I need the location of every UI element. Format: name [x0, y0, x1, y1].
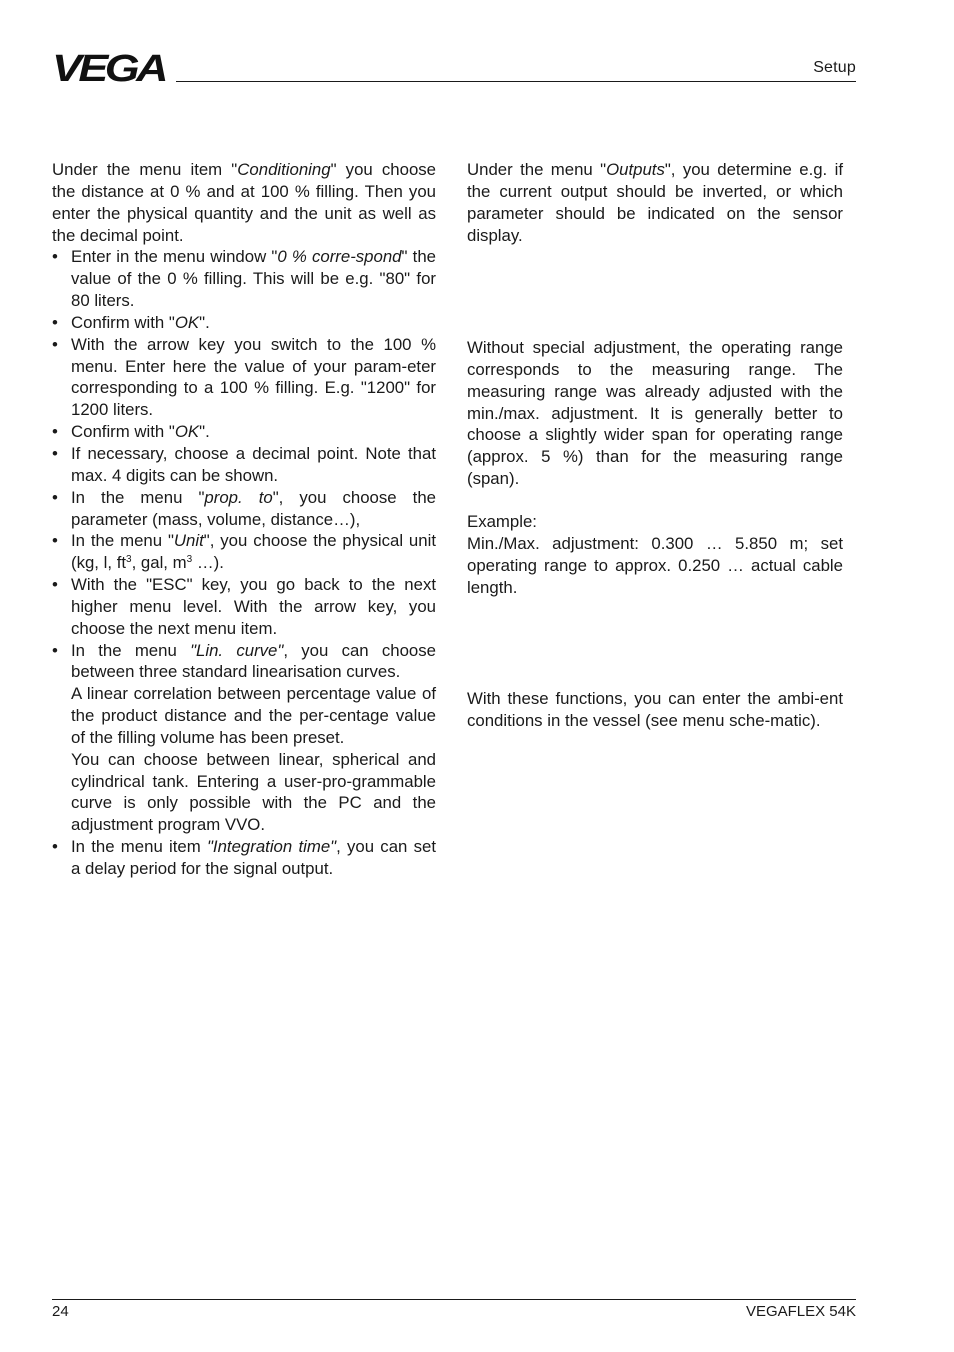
bullet-icon: •	[52, 487, 58, 507]
conditioning-intro: Under the menu item "Conditioning" you choose the distance at 0 % and at 100 % filling. Then you enter the physical quantity and the unit as well as the decimal point.	[52, 160, 437, 245]
list-item: • If necessary, choose a decimal point. Note that max. 4 digits can be shown.	[52, 443, 436, 485]
list-item-integration-time: • In the menu item "Integration time", you can set a delay period for the signal output.	[52, 837, 436, 878]
page-number: 24	[52, 1303, 69, 1320]
list-item: • Enter in the menu window "0 % corre-spond" the value of the 0 % filling. This will be e.g. "80" for 80 liters.	[52, 247, 437, 311]
left-column	[52, 159, 436, 880]
header-rule	[176, 81, 856, 82]
bullet-icon: •	[52, 575, 58, 595]
bullet-icon: •	[52, 531, 58, 551]
bullet-icon: •	[52, 334, 58, 354]
footer-rule	[52, 1299, 856, 1300]
list-item: • With the arrow key you switch to the 100 % menu. Enter here the value of your param-eter corresponding to a 100 % filling. E.g. "1200" for 1200 liters.	[52, 334, 436, 420]
bullet-icon: •	[52, 312, 58, 332]
bullet-icon: •	[52, 247, 58, 267]
example-text: Min./Max. adjustment: 0.300 … 5.850 m; set operating range to approx. 0.250 … actual cable length.	[467, 533, 843, 597]
list-item-unit: • In the menu "Unit", you choose the physical unit (kg, l, $ft^3$, gal, $m^3$ …).	[52, 531, 436, 573]
vega-logo-text: VEGA	[52, 52, 166, 84]
list-item: • In the menu "prop. to", you choose the parameter (mass, volume, distance…),	[52, 487, 436, 529]
list-item: • Confirm with "OK".	[52, 422, 210, 442]
list-item-lin-curve: • In the menu "Lin. curve", you can choose between three standard linearisation curves. A linear correlation between percentage value of the product distance and the per-centage value of the filling volume has been preset. You can choose between linear, spherical and cylindrical tank. Entering a user-pro-grammable curve is only possible with the PC and the adjustment program VVO.	[52, 640, 436, 835]
ambient-paragraph: With these functions, you can enter the ambi-ent conditions in the vessel (see menu sche-matic).	[467, 689, 843, 730]
section-label: Setup	[813, 59, 856, 76]
list-item: • With the "ESC" key, you go back to the next higher menu level. With the arrow key, you choose the next menu item.	[52, 575, 436, 638]
example-block	[467, 511, 843, 598]
bullet-icon: •	[52, 837, 58, 857]
bullet-icon: •	[52, 443, 58, 463]
product-name: VEGAFLEX 54K	[745, 1303, 856, 1320]
example-label: Example:	[467, 512, 537, 531]
operating-range-paragraph: Without special adjustment, the operating range corresponds to the measuring range. The measuring range was already adjusted with the min./max. adjustment. It is generally better to choose a slightly wider span for operating range (approx. 5 %) than for the measuring range (span).	[467, 338, 843, 489]
outputs-paragraph: Under the menu "Outputs", you determine e.g. if the current output should be inverted, or which parameter should be indicated on the sensor display.	[467, 160, 843, 245]
conditioning-steps	[52, 246, 436, 879]
bullet-icon: •	[52, 422, 58, 442]
list-item: • Confirm with "OK".	[52, 312, 210, 332]
bullet-icon: •	[52, 640, 58, 660]
vega-logo	[52, 52, 166, 84]
